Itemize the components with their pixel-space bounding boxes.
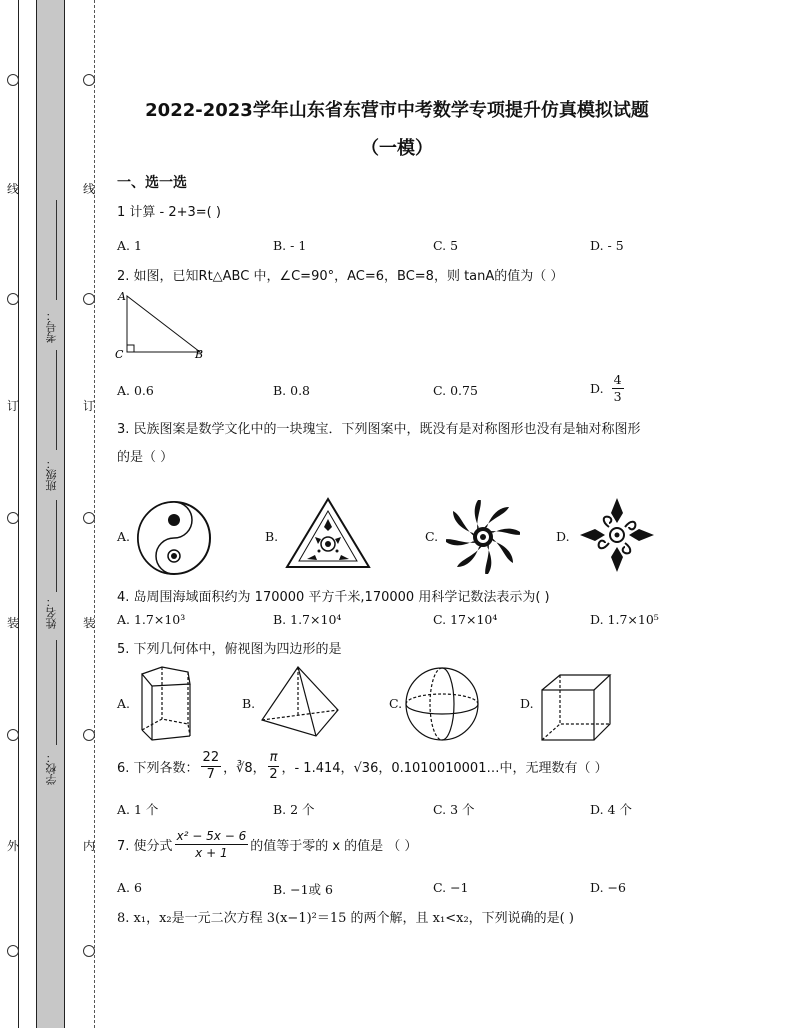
q6-stem-mid: ，∛8，	[223, 761, 266, 776]
binding-char-line: 线	[7, 182, 20, 196]
vertex-b-label: B	[195, 348, 204, 361]
q5-option-a[interactable]: A.	[117, 696, 131, 711]
q6-stem-pre: 6. 下列各数：	[117, 761, 199, 776]
q2-option-d-fraction	[612, 372, 624, 405]
pentagonal-prism-icon	[132, 664, 198, 744]
school-field[interactable]	[56, 640, 57, 745]
vertex-a-label: A	[118, 290, 126, 303]
q6-option-c[interactable]: C. 3 个	[433, 802, 475, 817]
q4-option-c[interactable]: C. 17×10⁴	[433, 612, 498, 627]
question-4-stem: 4. 岛周围海域面积约为 170000 平方千米,170000 用科学记数法表示为( )	[117, 590, 550, 605]
question-6-stem	[117, 750, 608, 783]
class-label: 班级：	[45, 458, 58, 491]
q1-option-c[interactable]: C. 5	[433, 238, 459, 253]
binding-char-bind: 装	[7, 616, 20, 630]
pinwheel-flower-icon	[446, 500, 520, 574]
question-3-stem: 3. 民族图案是数学文化中的一块瑰宝．下列图案中，既没有是对称图形也没有是轴对称图形	[117, 422, 641, 437]
q2-option-c[interactable]: C. 0.75	[433, 383, 478, 398]
question-8-stem: 8. x₁，x₂是一元二次方程 3(x−1)²＝15 的两个解，且 x₁<x₂，下列说确的是( )	[117, 911, 574, 926]
q3-option-b[interactable]: B.	[265, 529, 279, 544]
fraction-22-7	[201, 750, 222, 783]
q6-stem-post: ，- 1.414，√36，0.1010010001…中，无理数有（ ）	[281, 761, 608, 776]
class-field[interactable]	[56, 350, 57, 450]
q4-option-a[interactable]: A. 1.7×10³	[117, 612, 186, 627]
q3-option-c[interactable]: C.	[425, 529, 439, 544]
binding-char-staple: 订	[7, 399, 20, 413]
fraction-pi-2	[268, 750, 280, 783]
fraction-numerator: 4	[613, 372, 622, 387]
fraction-denominator: x + 1	[195, 846, 228, 860]
q5-option-c[interactable]: C.	[389, 696, 403, 711]
q5-option-d[interactable]: D.	[520, 696, 534, 711]
q7-option-c[interactable]: C. −1	[433, 880, 469, 895]
q1-option-d[interactable]: D. - 5	[590, 238, 624, 253]
binding-hole	[7, 729, 19, 741]
cube-icon	[538, 672, 614, 744]
question-7-stem	[117, 828, 417, 861]
q7-stem-post: 的值等于零的 x 的值是 （ ）	[250, 839, 418, 854]
section-heading: 一、选一选	[117, 175, 187, 191]
q5-option-b[interactable]: B.	[242, 696, 256, 711]
exam-number-field[interactable]	[56, 200, 57, 300]
fraction-numerator: π	[269, 750, 278, 765]
q3-option-a[interactable]: A.	[117, 529, 131, 544]
q2-option-a[interactable]: A. 0.6	[117, 383, 154, 398]
binding-hole	[83, 945, 95, 957]
q7-stem-pre: 7. 使分式	[117, 839, 173, 854]
q1-option-a[interactable]: A. 1	[117, 238, 142, 253]
fraction-numerator: x² − 5x − 6	[176, 829, 247, 843]
question-2-stem: 2. 如图，已知Rt△ABC 中，∠C=90°，AC=6，BC=8，则 tanA的值为（ ）	[117, 269, 564, 284]
binding-hole	[83, 74, 95, 86]
q7-option-a[interactable]: A. 6	[117, 880, 142, 895]
sphere-icon	[402, 664, 482, 744]
fraction-numerator: 22	[202, 750, 220, 765]
question-3-stem-cont: 的是（ ）	[117, 450, 174, 465]
binding-hole	[83, 293, 95, 305]
q1-option-b[interactable]: B. - 1	[273, 238, 307, 253]
fraction-quadratic	[175, 828, 249, 861]
four-petal-ornament-icon	[578, 496, 656, 574]
q4-option-d[interactable]: D. 1.7×10⁵	[590, 612, 659, 627]
school-label: 学校：	[45, 752, 58, 785]
exam-title: 2022-2023学年山东省东营市中考数学专项提升仿真模拟试题	[145, 100, 649, 121]
q6-option-a[interactable]: A. 1 个	[117, 802, 159, 817]
right-triangle-figure	[112, 286, 212, 364]
binding-hole	[7, 945, 19, 957]
pyramid-icon	[258, 664, 342, 744]
binding-char-line: 线	[83, 182, 96, 196]
name-label: 姓名：	[45, 596, 58, 629]
q6-option-d[interactable]: D. 4 个	[590, 802, 632, 817]
yin-yang-icon	[136, 500, 212, 576]
exam-number-label: 考号：	[45, 310, 58, 343]
fraction-denominator: 3	[613, 389, 622, 404]
q2-option-b[interactable]: B. 0.8	[273, 383, 311, 398]
binding-hole	[83, 729, 95, 741]
q7-option-b[interactable]: B. −1或 6	[273, 882, 333, 897]
fraction-denominator: 7	[206, 767, 215, 782]
binding-char-staple: 订	[83, 399, 96, 413]
exam-subtitle: （一模）	[361, 138, 433, 159]
q2-option-d[interactable]	[590, 372, 624, 405]
question-5-stem: 5. 下列几何体中，俯视图为四边形的是	[117, 642, 342, 657]
vertex-c-label: C	[115, 348, 124, 361]
question-1-stem: 1 计算 - 2+3=( )	[117, 205, 221, 220]
q3-option-d[interactable]: D.	[556, 529, 570, 544]
q2-option-d-label: D.	[590, 381, 604, 396]
ornate-triangle-icon	[285, 497, 371, 569]
q4-option-b[interactable]: B. 1.7×10⁴	[273, 612, 342, 627]
binding-hole	[7, 293, 19, 305]
name-field[interactable]	[56, 500, 57, 592]
binding-char-inner: 内	[83, 839, 96, 853]
binding-hole	[7, 74, 19, 86]
binding-hole	[83, 512, 95, 524]
binding-hole	[7, 512, 19, 524]
binding-char-bind: 装	[83, 616, 96, 630]
fraction-denominator: 2	[269, 767, 278, 782]
binding-char-outer: 外	[7, 839, 20, 853]
q6-option-b[interactable]: B. 2 个	[273, 802, 315, 817]
q7-option-d[interactable]: D. −6	[590, 880, 626, 895]
